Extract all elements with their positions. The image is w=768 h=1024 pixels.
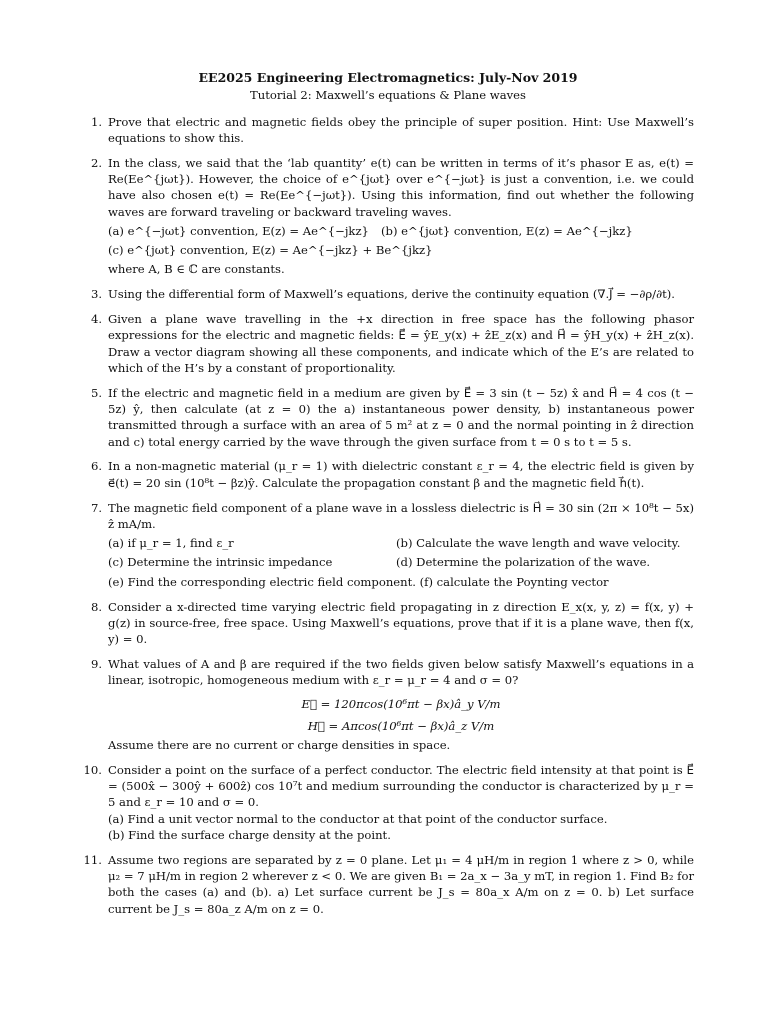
question-7 (82, 500, 694, 590)
part-a: (a) Find a unit vector normal to the conductor at that point of the conductor surface. (108, 811, 608, 826)
question-number: 9. (90, 656, 102, 671)
question-note: Assume there are no current or charge densities in space. (108, 738, 451, 753)
question-text: Consider a point on the surface of a perfect conductor. The electric field intensity at that point is E⃗ = (500x̂ − 300ŷ + 600ẑ) cos 10⁷t and medium surrounding the conductor is characterized by μ_r = 5 and ε_r = 10 and σ = 0. (108, 762, 694, 810)
question-text: Assume two regions are separated by z = 0 plane. Let μ₁ = 4 μH/m in region 1 where z > 0, while μ₂ = 7 μH/m in region 2 wherever z < 0. We are given B₁ = 2a_x − 3a_y mT, in region 1. Find B₂ for both the cases (a) and (b). a) Let surface current be J_s = 80a_x A/m on z = 0. b) Let surface current be J_s = 80a_z A/m on z = 0. (108, 852, 694, 916)
question-10 (82, 762, 694, 843)
question-parts-row (108, 554, 694, 570)
part-c: (c) e^{jωt} convention, E(z) = Ae^{−jkz} + Be^{jkz} (108, 243, 433, 258)
part-a: (a) if μ_r = 1, find ε_r (108, 536, 234, 551)
question-text: Consider a x-directed time varying electric field propagating in z direction E_x(x, y, z) = f(x, y) + g(z) in source-free, free space. Using Maxwell’s equations, prove that if it is a plane wave, then f(x, y) = 0. (108, 599, 694, 647)
question-text: Given a plane wave travelling in the +x direction in free space has the following phasor expressions for the electric and magnetic fields: E⃗ = ŷE_y(x) + ẑE_z(x) and H⃗ = ŷH_y(x) + ẑH_z(x). Draw a vector diagram showing all these components, and indicate which of the E’s are related to which of the H’s by a constant of proportionality. (108, 312, 694, 375)
question-6 (82, 458, 694, 491)
question-parts-row (108, 535, 694, 551)
part-b: (b) Calculate the wave length and wave velocity. (396, 536, 681, 551)
part-b: (b) e^{jωt} convention, E(z) = Ae^{−jkz} (381, 223, 633, 238)
question-3 (82, 286, 694, 302)
question-number: 7. (90, 500, 102, 515)
question-text: In a non-magnetic material (μ_r = 1) with dielectric constant ε_r = 4, the electric field is given by e⃗(t) = 20 sin (10⁸t − βz)ŷ. Calculate the propagation constant β and the magnetic field h⃗(t). (108, 459, 694, 490)
document-subtitle: Tutorial 2: Maxwell’s equations & Plane waves (250, 88, 526, 103)
equation-electric-field: E⃗ = 120πcos(10⁶πt − βx)â_y V/m (301, 696, 501, 711)
question-parts-row (108, 223, 694, 239)
question-number: 10. (83, 762, 102, 777)
question-number: 1. (90, 114, 102, 129)
question-4 (82, 311, 694, 376)
question-5 (82, 385, 694, 450)
question-text: The magnetic field component of a plane wave in a lossless dielectric is H⃗ = 30 sin (2π × 10⁸t − 5x) ẑ mA/m. (108, 500, 694, 531)
part-b: (b) Find the surface charge density at the point. (108, 828, 391, 843)
question-text: If the electric and magnetic field in a medium are given by E⃗ = 3 sin (t − 5z) x̂ and H⃗ = 4 cos (t − 5z) ŷ, then calculate (at z = 0) the a) instantaneous power density, b) instantaneous power transmitted through a surface with an area of 5 m² at z = 0 and the normal pointing in ẑ direction and c) total energy carried by the wave through the given surface from t = 0 s to t = 5 s. (108, 385, 694, 449)
part-c: (c) Determine the intrinsic impedance (108, 555, 333, 570)
question-number: 2. (90, 155, 102, 170)
part-a: (a) e^{−jωt} convention, E(z) = Ae^{−jkz} (108, 223, 369, 238)
question-number: 5. (90, 385, 102, 400)
question-text: Using the differential form of Maxwell’s equations, derive the continuity equation (∇.J⃗ = −∂ρ/∂t). (108, 287, 675, 302)
question-text: What values of A and β are required if the two fields given below satisfy Maxwell’s equations in a linear, isotropic, homogeneous medium with ε_r = μ_r = 4 and σ = 0? (108, 656, 694, 688)
document-title: EE2025 Engineering Electromagnetics: July-Nov 2019 (198, 70, 578, 85)
question-note: where A, B ∈ ℂ are constants. (108, 262, 285, 277)
question-number: 4. (90, 312, 102, 327)
question-11 (82, 852, 694, 917)
question-number: 8. (90, 599, 102, 614)
part-e: (e) Find the corresponding electric field component. (f) calculate the Poynting vector (108, 574, 609, 589)
part-d: (d) Determine the polarization of the wave. (396, 555, 651, 570)
question-text: In the class, we said that the ‘lab quantity’ e(t) can be written in terms of it’s phasor E as, e(t) = Re(Ee^{jωt}). However, the choice of e^{jωt} over e^{−jωt} is just a convention, i.e. we could have also chosen e(t) = Re(Ee^{−jωt}). Using this information, find out whether the following waves are forward traveling or backward traveling waves. (108, 155, 694, 219)
question-2 (82, 155, 694, 278)
question-number: 3. (90, 287, 102, 302)
question-1 (82, 114, 694, 147)
question-8 (82, 599, 694, 648)
equation-magnetic-field: H⃗ = Aπcos(10⁶πt − βx)â_z V/m (307, 718, 495, 733)
question-number: 11. (83, 852, 102, 867)
question-9 (82, 656, 694, 753)
question-number: 6. (90, 459, 102, 474)
question-text: Prove that electric and magnetic fields obey the principle of super position. Hint: Use Maxwell’s equations to show this. (108, 114, 694, 145)
